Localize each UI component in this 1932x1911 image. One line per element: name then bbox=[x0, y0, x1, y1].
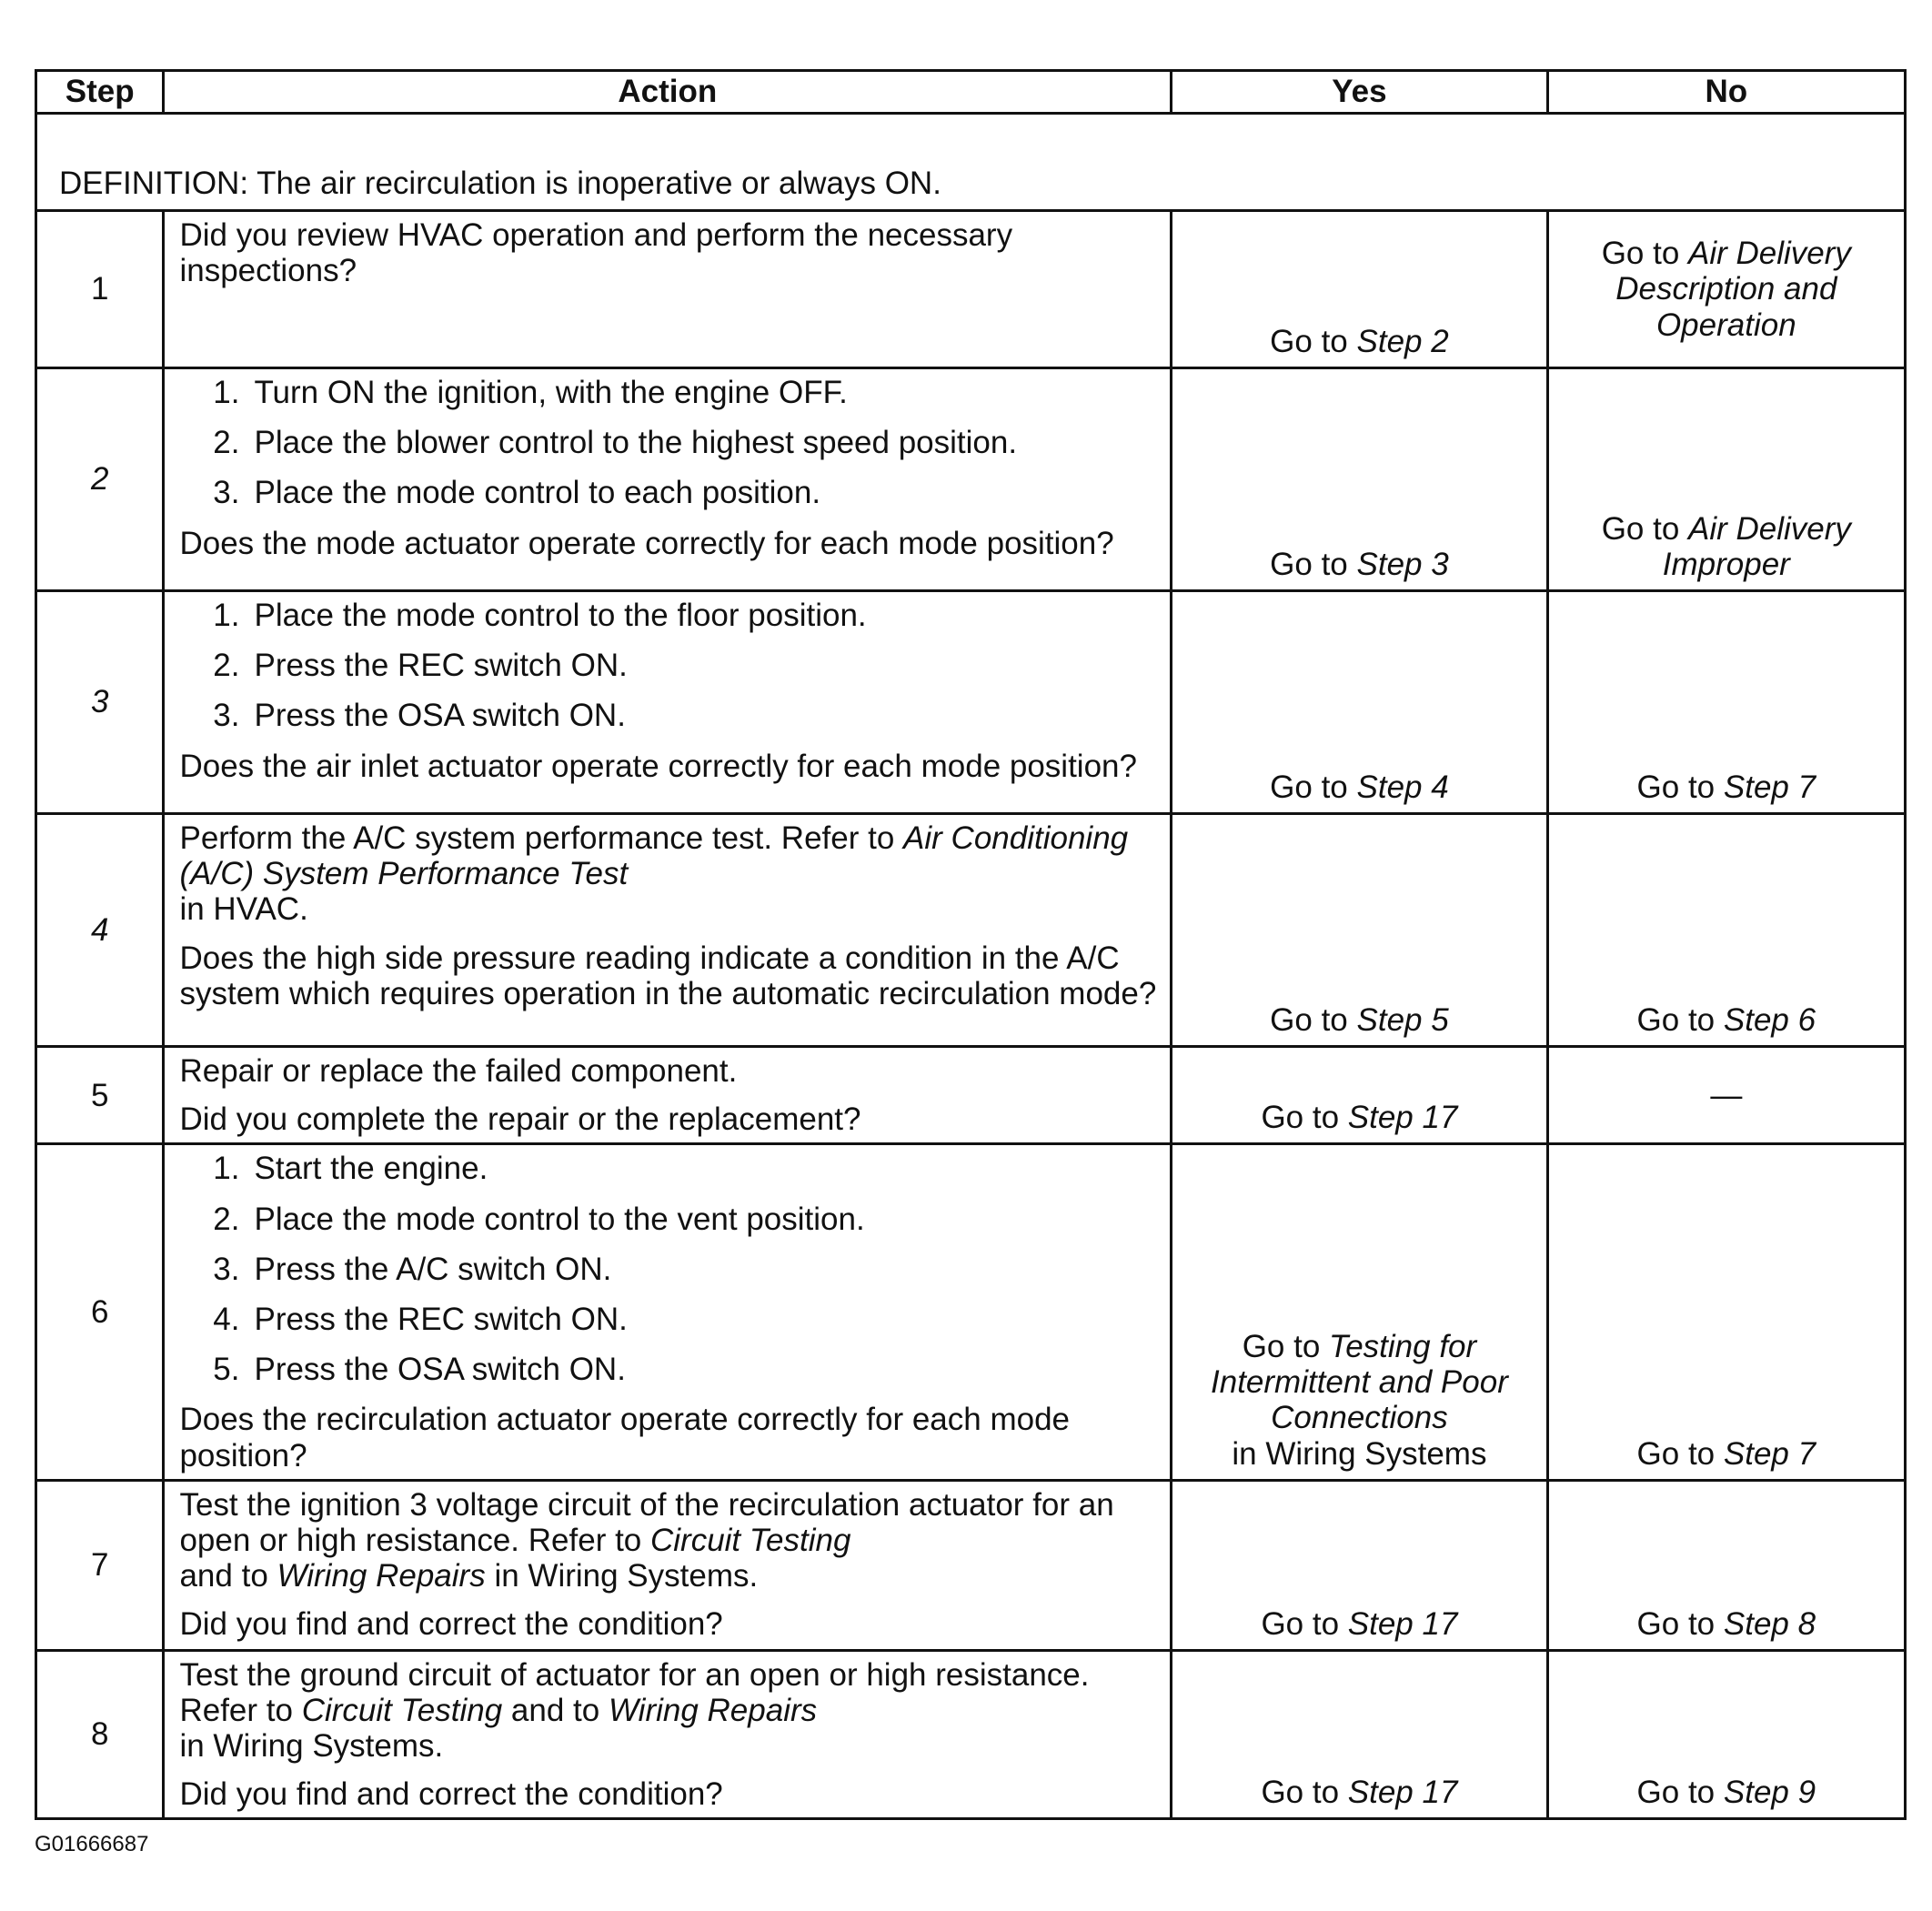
action-instruction: Perform the A/C system performance test. Refer to Air Conditioning (A/C) System Performance Test in HVAC. bbox=[179, 820, 1129, 928]
no-prefix: Go to bbox=[1636, 1001, 1724, 1038]
header-no: No bbox=[1547, 71, 1905, 114]
no-step-link[interactable]: Step 6 bbox=[1723, 1001, 1816, 1038]
table-row bbox=[36, 1650, 1906, 1819]
no-prefix: Go to bbox=[1601, 510, 1689, 547]
list-item: 3. Press the A/C switch ON. bbox=[213, 1251, 612, 1287]
list-item: 2. Press the REC switch ON. bbox=[213, 648, 628, 684]
yes-step-link[interactable]: Step 4 bbox=[1356, 769, 1449, 805]
procedure-list bbox=[179, 375, 1157, 511]
yes-prefix: Go to bbox=[1270, 546, 1357, 582]
header-row bbox=[36, 71, 1906, 114]
reference-link[interactable]: Wiring Repairs bbox=[608, 1692, 818, 1728]
table-row bbox=[36, 1047, 1906, 1144]
list-item: 4. Press the REC switch ON. bbox=[213, 1301, 628, 1337]
procedure-list bbox=[179, 1151, 1157, 1387]
no-prefix: Go to bbox=[1636, 1605, 1724, 1642]
yes-step-link[interactable]: Step 17 bbox=[1347, 1100, 1458, 1136]
yes-cell bbox=[1172, 1047, 1547, 1144]
yes-prefix: Go to bbox=[1242, 1328, 1330, 1364]
step-number: 8 bbox=[36, 1650, 164, 1819]
no-prefix: Go to bbox=[1636, 769, 1724, 805]
action-question: Does the high side pressure reading indicate a condition in the A/C system which requires operation in the automatic recirculation mode? bbox=[179, 940, 1157, 1011]
yes-step-link[interactable]: Step 3 bbox=[1356, 546, 1449, 582]
reference-link[interactable]: Wiring Repairs bbox=[277, 1558, 486, 1594]
step-number: 3 bbox=[36, 591, 164, 814]
step-number: 5 bbox=[36, 1047, 164, 1144]
step-number: 1 bbox=[36, 211, 164, 368]
action-cell bbox=[164, 1144, 1172, 1480]
yes-prefix: Go to bbox=[1270, 769, 1357, 805]
yes-prefix: Go to bbox=[1261, 1775, 1348, 1811]
action-question: Does the mode actuator operate correctly for each mode position? bbox=[179, 525, 1114, 561]
step-number: 6 bbox=[36, 1144, 164, 1480]
list-item: 1. Start the engine. bbox=[213, 1151, 488, 1187]
no-cell bbox=[1547, 1650, 1905, 1819]
yes-step-link[interactable]: Step 5 bbox=[1356, 1001, 1449, 1038]
step-number: 2 bbox=[36, 368, 164, 591]
action-cell bbox=[164, 1047, 1172, 1144]
no-step-link[interactable]: Step 8 bbox=[1723, 1605, 1816, 1642]
yes-step-link[interactable]: Step 2 bbox=[1356, 323, 1449, 359]
table-row bbox=[36, 591, 1906, 814]
no-cell bbox=[1547, 591, 1905, 814]
yes-reference-link[interactable]: Testing for Intermittent and Poor Connections bbox=[1211, 1328, 1508, 1436]
table-row bbox=[36, 1144, 1906, 1480]
definition-text: DEFINITION: The air recirculation is inoperative or always ON. bbox=[36, 114, 1906, 211]
yes-suffix: in Wiring Systems bbox=[1232, 1435, 1487, 1472]
action-instruction: Repair or replace the failed component. bbox=[179, 1053, 738, 1089]
reference-link[interactable]: Circuit Testing bbox=[301, 1692, 503, 1728]
action-cell bbox=[164, 591, 1172, 814]
yes-prefix: Go to bbox=[1270, 1001, 1357, 1038]
reference-link[interactable]: Circuit Testing bbox=[649, 1522, 851, 1558]
yes-cell bbox=[1172, 814, 1547, 1047]
list-item: 3. Place the mode control to each position. bbox=[213, 475, 821, 511]
yes-cell bbox=[1172, 1650, 1547, 1819]
list-item: 2. Place the mode control to the vent position. bbox=[213, 1201, 865, 1237]
reference-link[interactable]: Air Conditioning (A/C) System Performance Test bbox=[179, 820, 1129, 892]
action-question: Does the air inlet actuator operate correctly for each mode position? bbox=[179, 748, 1137, 784]
yes-prefix: Go to bbox=[1261, 1100, 1348, 1136]
list-item: 2. Place the blower control to the highest speed position. bbox=[213, 425, 1018, 461]
table-row bbox=[36, 368, 1906, 591]
yes-step-link[interactable]: Step 17 bbox=[1347, 1605, 1458, 1642]
yes-cell bbox=[1172, 211, 1547, 368]
list-item: 5. Press the OSA switch ON. bbox=[213, 1352, 626, 1388]
no-prefix: Go to bbox=[1636, 1775, 1724, 1811]
no-reference-link[interactable]: Air Delivery Description and Operation bbox=[1615, 236, 1851, 343]
no-step-link[interactable]: Step 9 bbox=[1723, 1775, 1816, 1811]
no-step-link[interactable]: Step 7 bbox=[1723, 769, 1816, 805]
action-cell bbox=[164, 368, 1172, 591]
step-number: 7 bbox=[36, 1480, 164, 1650]
header-step: Step bbox=[36, 71, 164, 114]
action-question: Did you find and correct the condition? bbox=[179, 1776, 723, 1813]
yes-cell bbox=[1172, 1480, 1547, 1650]
definition-row bbox=[36, 114, 1906, 211]
no-reference-link[interactable]: Air Delivery Improper bbox=[1662, 510, 1851, 582]
no-cell bbox=[1547, 211, 1905, 368]
action-question: Does the recirculation actuator operate correctly for each mode position? bbox=[179, 1402, 1071, 1473]
yes-cell bbox=[1172, 1144, 1547, 1480]
no-step-link[interactable]: Step 7 bbox=[1723, 1435, 1816, 1472]
diagnostic-table bbox=[35, 69, 1907, 1820]
yes-prefix: Go to bbox=[1261, 1605, 1348, 1642]
no-prefix: Go to bbox=[1636, 1435, 1724, 1472]
no-cell: — bbox=[1547, 1047, 1905, 1144]
no-cell bbox=[1547, 1144, 1905, 1480]
figure-id: G01666687 bbox=[35, 1832, 149, 1856]
action-question: Did you find and correct the condition? bbox=[179, 1606, 723, 1643]
yes-step-link[interactable]: Step 17 bbox=[1347, 1775, 1458, 1811]
action-cell bbox=[164, 814, 1172, 1047]
procedure-list bbox=[179, 598, 1157, 734]
no-prefix: Go to bbox=[1601, 236, 1689, 272]
list-item: 3. Press the OSA switch ON. bbox=[213, 698, 626, 734]
yes-cell bbox=[1172, 368, 1547, 591]
no-cell bbox=[1547, 1480, 1905, 1650]
table-row bbox=[36, 814, 1906, 1047]
action-question: Did you complete the repair or the replacement? bbox=[179, 1101, 861, 1138]
yes-cell bbox=[1172, 591, 1547, 814]
list-item: 1. Turn ON the ignition, with the engine OFF. bbox=[213, 375, 848, 410]
action-instruction: Test the ground circuit of actuator for an open or high resistance. Refer to Circuit Testing and to Wiring Repairs in Wiring Systems. bbox=[179, 1656, 1090, 1765]
yes-prefix: Go to bbox=[1270, 323, 1357, 359]
header-yes: Yes bbox=[1172, 71, 1547, 114]
header-action: Action bbox=[164, 71, 1172, 114]
action-cell bbox=[164, 1480, 1172, 1650]
action-question: Did you review HVAC operation and perform the necessary inspections? bbox=[179, 217, 1013, 289]
action-cell bbox=[164, 1650, 1172, 1819]
table-row bbox=[36, 211, 1906, 368]
list-item: 1. Place the mode control to the floor position. bbox=[213, 598, 867, 633]
action-instruction: Test the ignition 3 voltage circuit of the recirculation actuator for an open or high resistance. Refer to Circuit Testing and to Wiring Repairs in Wiring Systems. bbox=[179, 1486, 1114, 1594]
step-number: 4 bbox=[36, 814, 164, 1047]
no-cell bbox=[1547, 814, 1905, 1047]
action-cell bbox=[164, 211, 1172, 368]
no-cell bbox=[1547, 368, 1905, 591]
table-row bbox=[36, 1480, 1906, 1650]
